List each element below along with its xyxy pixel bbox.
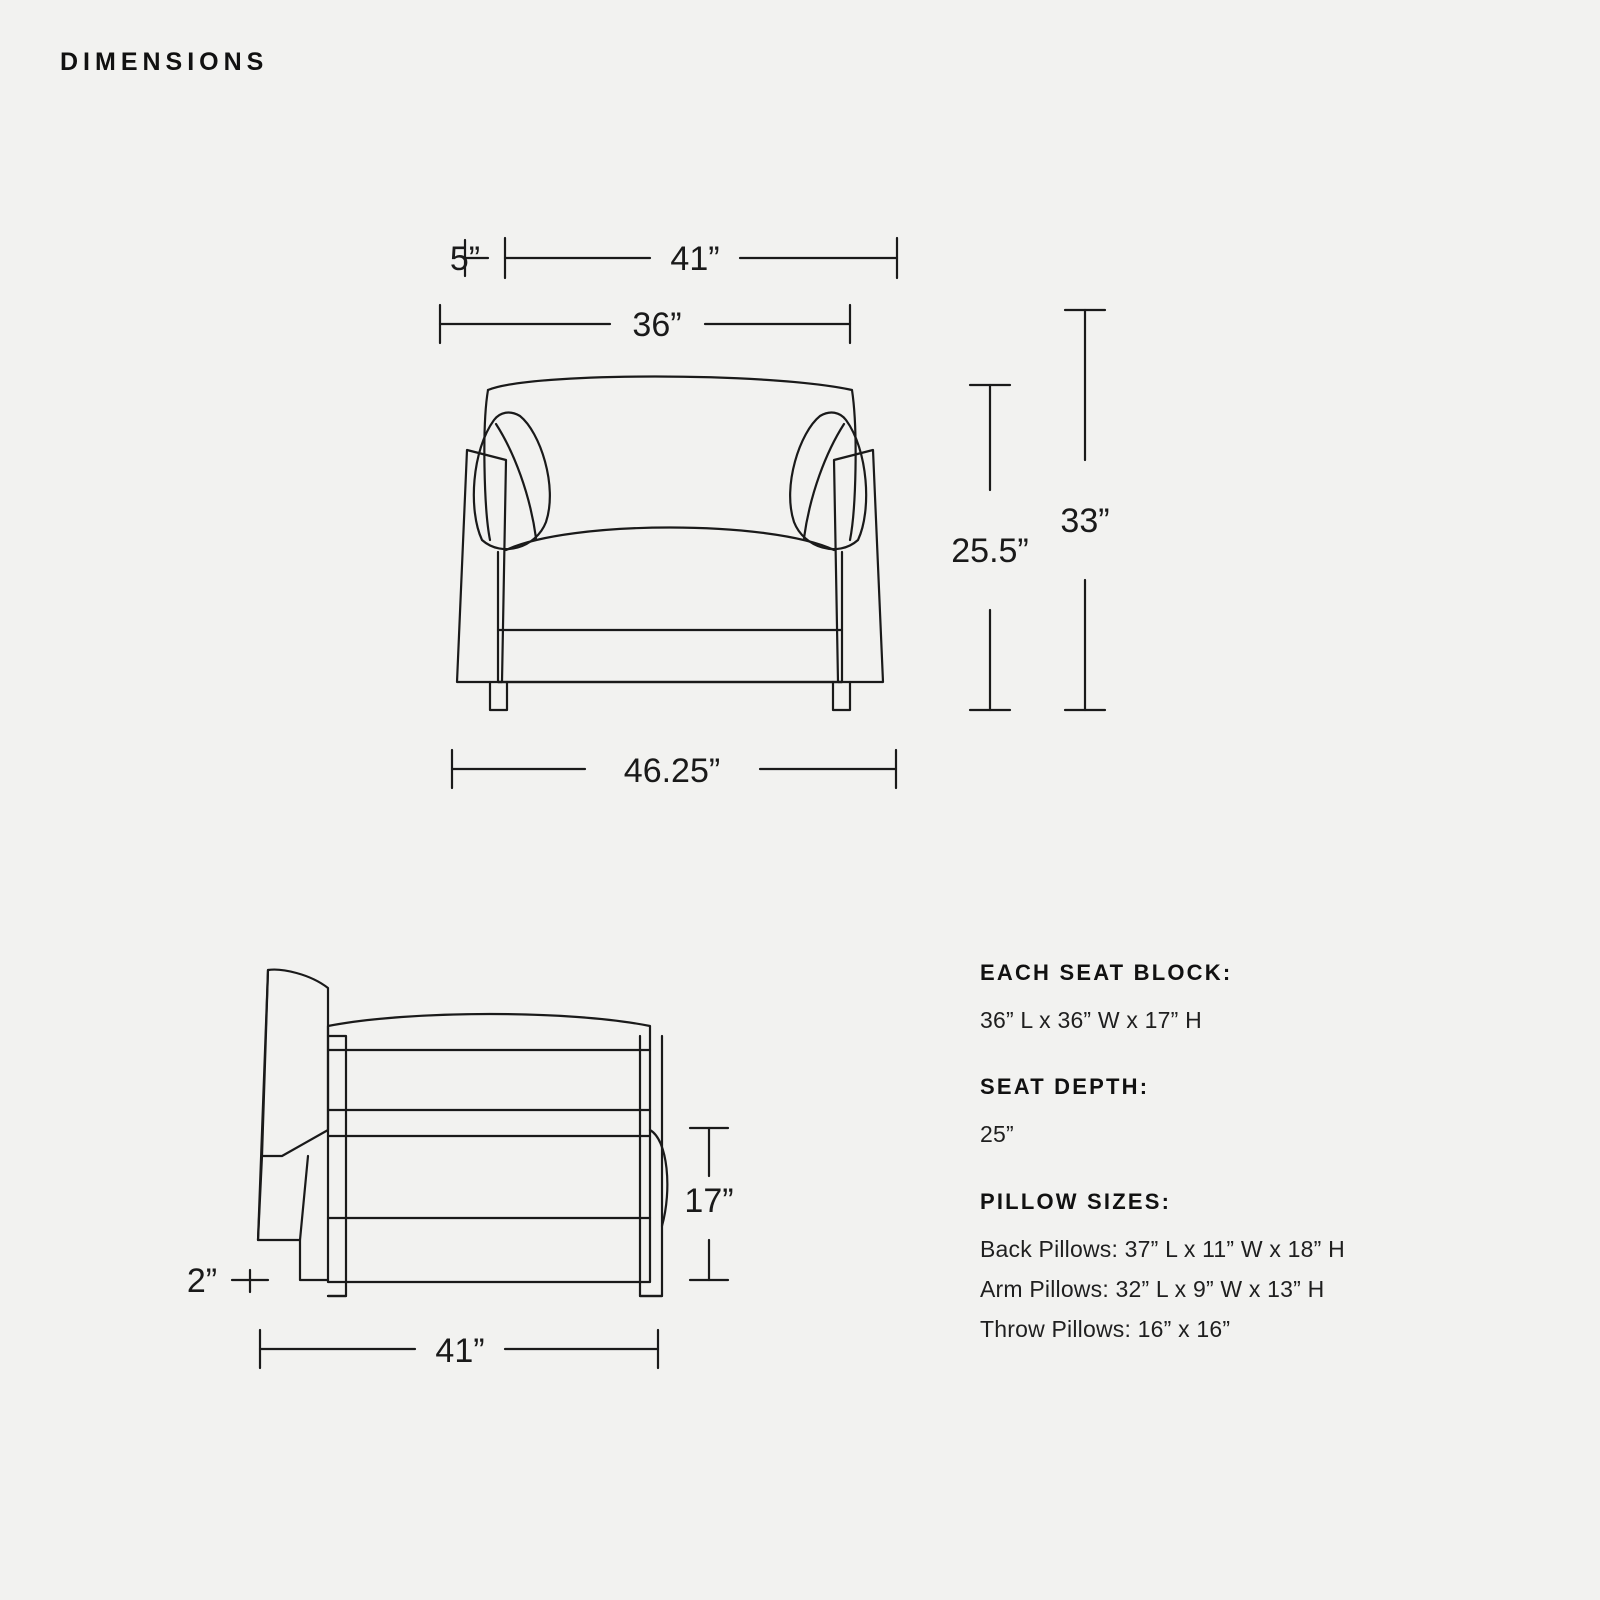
chair-body-front — [457, 377, 883, 711]
spec-line-arm-pillows: Arm Pillows: 32” L x 9” W x 13” H — [980, 1275, 1325, 1302]
dim-label-17: 17” — [684, 1182, 734, 1220]
front-view-diagram — [410, 210, 1170, 830]
spec-heading-seat-depth: SEAT DEPTH: — [980, 1074, 1150, 1100]
dim-label-41-side: 41” — [435, 1332, 485, 1370]
side-view-svg — [150, 940, 940, 1420]
spec-heading-pillow-sizes: PILLOW SIZES: — [980, 1188, 1172, 1214]
dim-label-41-top: 41” — [670, 240, 720, 278]
spec-group-seat-depth — [980, 1074, 1540, 1154]
dim-label-46-25: 46.25” — [623, 752, 721, 790]
chair-body-side — [258, 970, 667, 1296]
page-title: DIMENSIONS — [60, 48, 269, 76]
spec-line-throw-pillows: Throw Pillows: 16” x 16” — [980, 1316, 1231, 1342]
side-view-diagram — [150, 940, 940, 1420]
dim-label-25-5: 25.5” — [951, 532, 1029, 570]
dim-2 — [232, 1270, 268, 1292]
spec-line-seat-block: 36” L x 36” W x 17” H — [980, 1007, 1202, 1033]
spec-line-back-pillows: Back Pillows: 37” L x 11” W x 18” H — [980, 1235, 1345, 1262]
dim-label-2: 2” — [186, 1262, 218, 1300]
spec-list — [980, 960, 1540, 1383]
spec-group-seat-block — [980, 960, 1540, 1040]
spec-line-seat-depth: 25” — [980, 1121, 1014, 1148]
front-view-svg — [410, 210, 1170, 830]
dim-label-33: 33” — [1060, 502, 1110, 540]
dim-label-5: 5” — [449, 240, 481, 278]
spec-heading-seat-block: EACH SEAT BLOCK: — [980, 960, 1233, 985]
dim-label-36: 36” — [632, 306, 682, 344]
spec-group-pillow-sizes — [980, 1189, 1540, 1350]
